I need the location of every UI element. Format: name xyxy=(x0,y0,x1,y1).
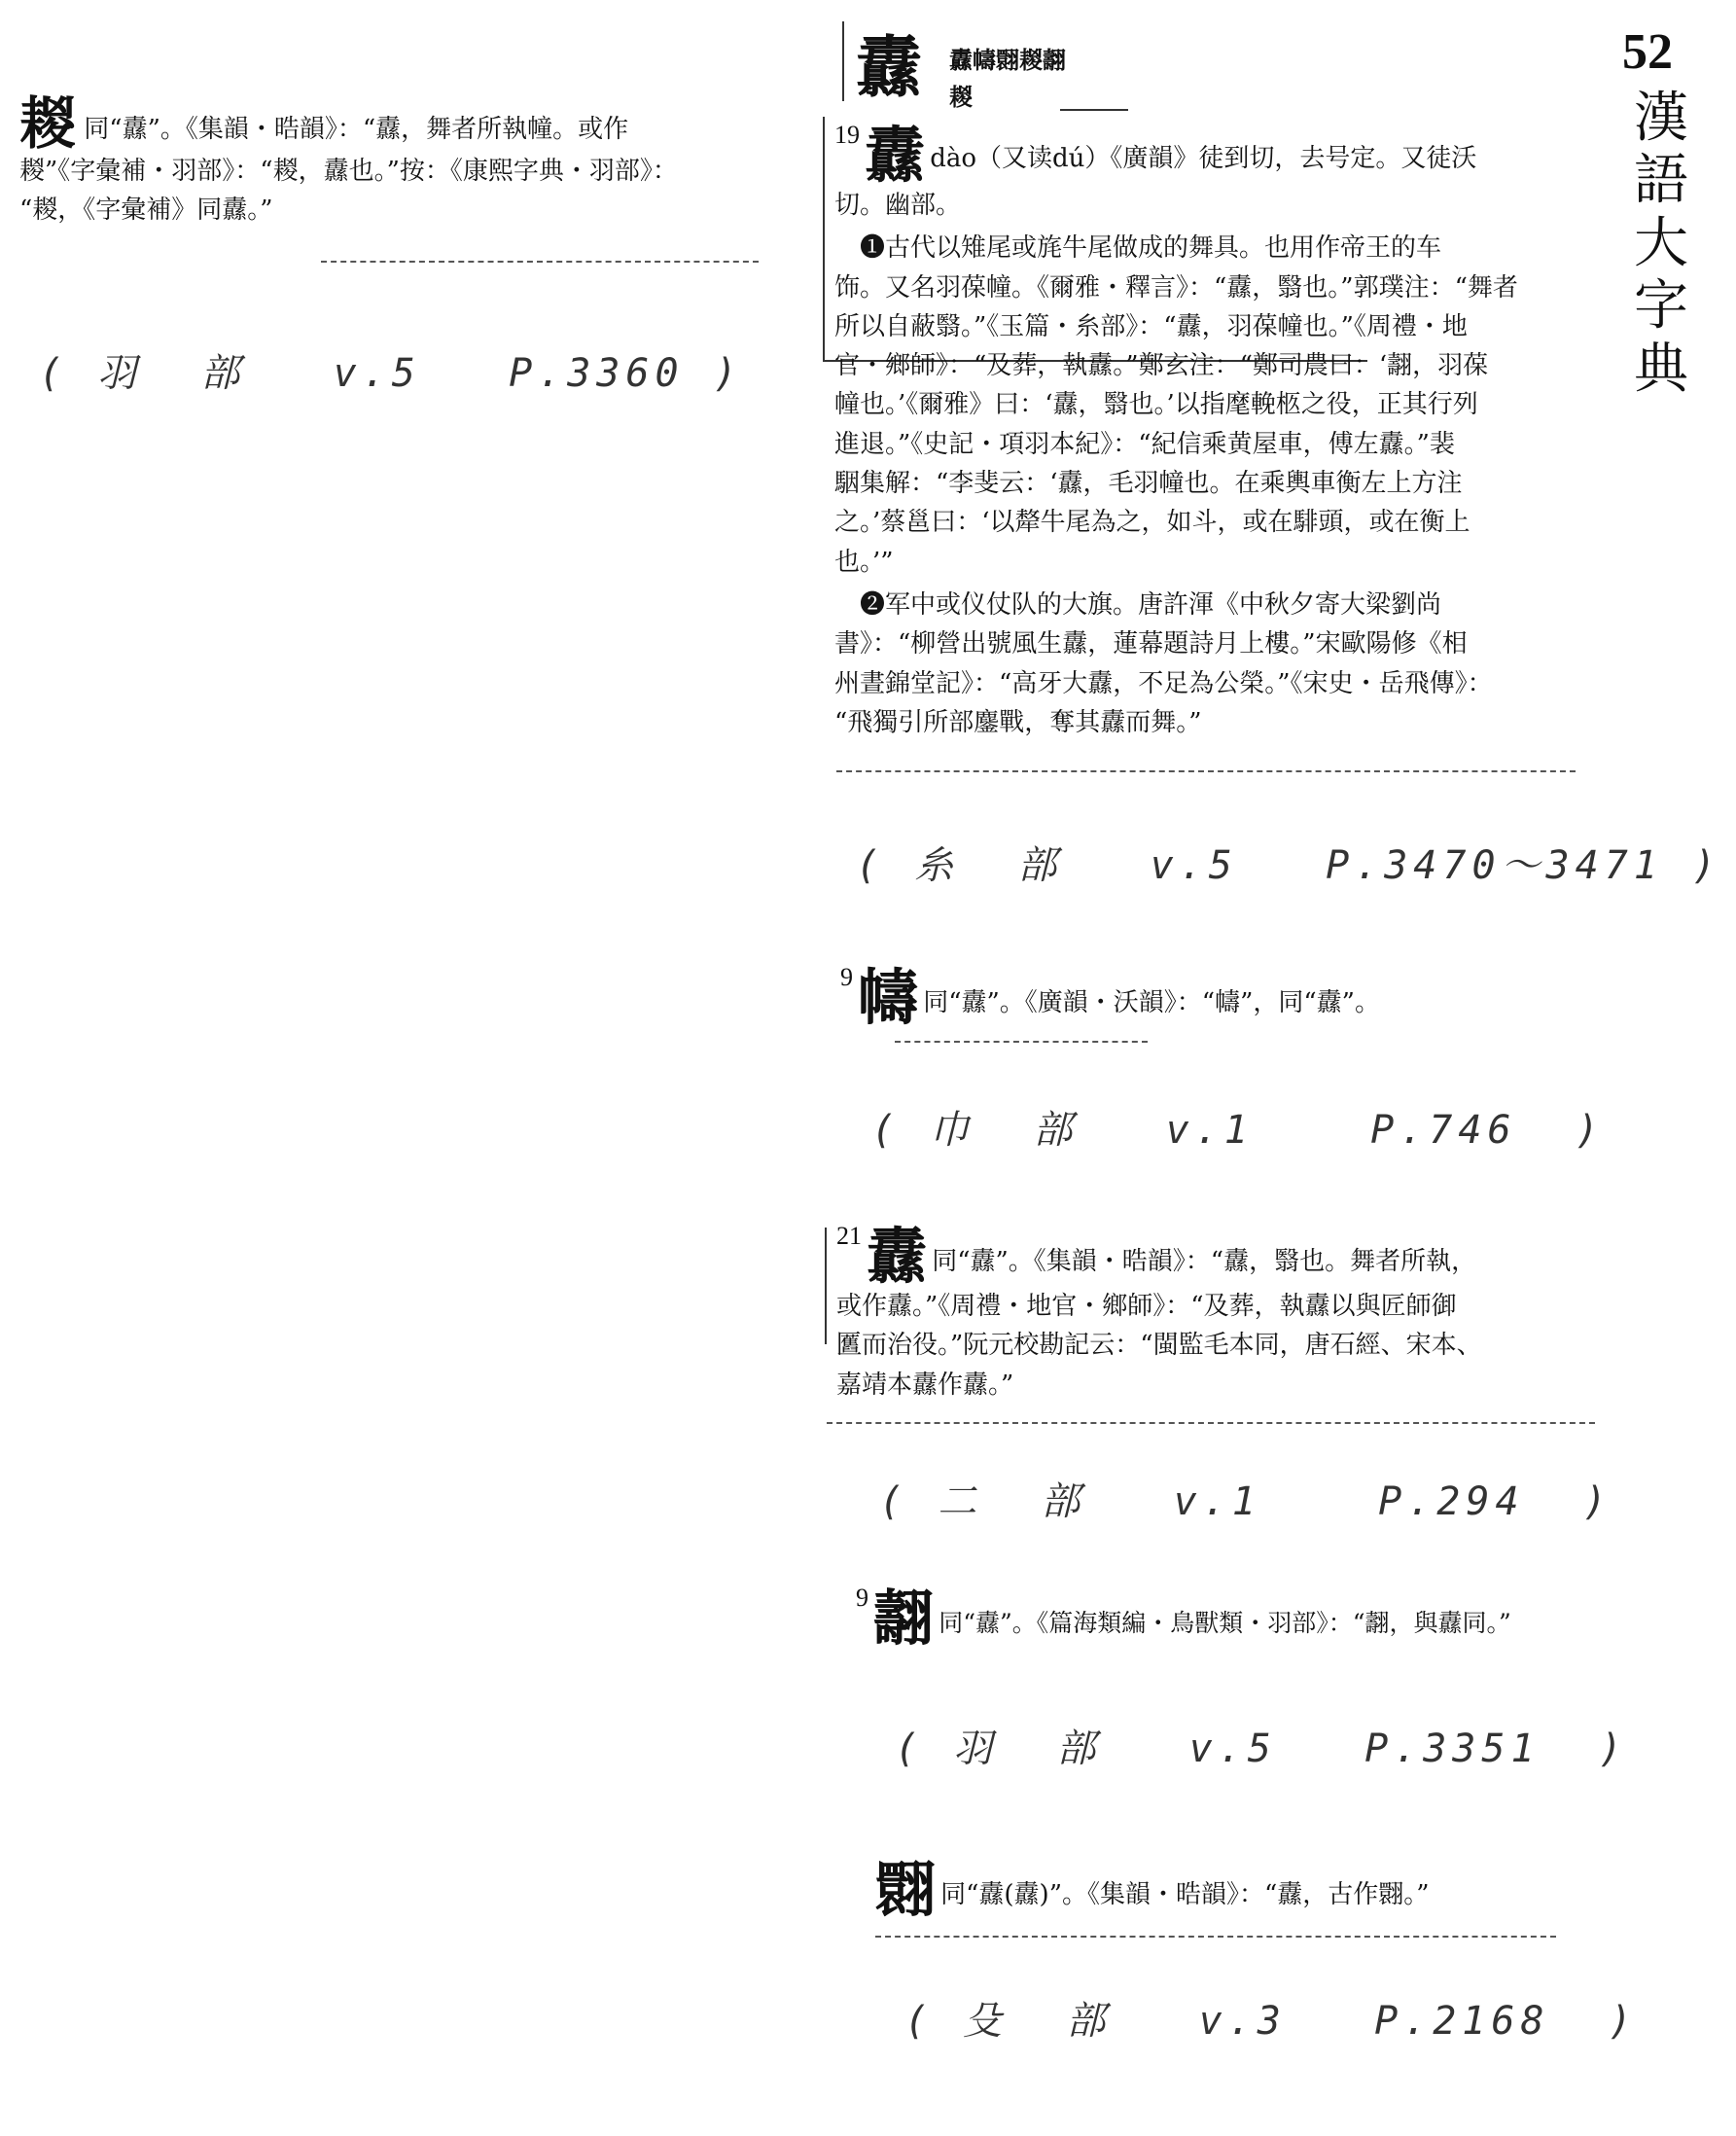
sense-1-line: 幢也。’《爾雅》曰：‘纛，翳也。’以指麾輓柩之役，正其行列 xyxy=(834,390,1478,420)
entry-3-stroke-count: 21 xyxy=(836,1222,862,1250)
main-entry xyxy=(834,121,1583,742)
entry-2-divider xyxy=(895,1041,1148,1043)
entry-5-handwritten-note: ( 殳 部 v.3 P.2168 ) xyxy=(904,1999,1638,2044)
left-divider xyxy=(321,261,759,263)
sense-2-line: 州晝錦堂記》：“高牙大纛，不足為公榮。”《宋史・岳飛傳》： xyxy=(834,668,1493,698)
entry-5-text: 同“纛(纛)”。《集韻・晧韻》：“纛，古作翾。” xyxy=(940,1880,1430,1909)
sense-2-line: “飛獨引所部鏖戰，奪其纛而舞。” xyxy=(834,707,1202,737)
left-entry-line2: 䎫”《字彙補・羽部》：“䎫，纛也。”按：《康熙字典・羽部》： xyxy=(19,157,678,186)
left-handwritten-note: ( 羽 部 v.5 P.3360 ) xyxy=(39,351,743,396)
entry-3-divider xyxy=(827,1422,1595,1424)
entry-5-headword: 翾 xyxy=(875,1854,937,1925)
main-stroke-count: 19 xyxy=(834,121,860,149)
entry-4-headword: 翿 xyxy=(873,1583,935,1654)
sense-1-line: 之。’蔡邕曰：‘以犛牛尾為之，如斗，或在騑頭，或在衡上 xyxy=(834,508,1470,538)
left-headword: 䎫 xyxy=(19,90,77,157)
sense-1-line: 官・鄉師》：“及葬，執纛。”鄭玄注：“鄭司農曰：‘翿，羽葆 xyxy=(834,351,1489,381)
entry-3 xyxy=(836,1222,1605,1405)
header-variants-line2: 䎫 xyxy=(949,83,973,111)
main-entry-divider xyxy=(836,770,1576,772)
header-big-char: 纛 xyxy=(856,29,923,107)
entry-4-text: 同“纛”。《篇海類編・鳥獸類・羽部》：“翿，與纛同。” xyxy=(939,1609,1511,1637)
entry-3-line: 或作纛。”《周禮・地官・鄉師》：“及葬，執纛以與匠師御 xyxy=(836,1292,1457,1321)
entry-3-line: 同“纛”。《集韻・晧韻》：“纛，翳也。舞者所執， xyxy=(932,1247,1477,1276)
sense-1-line: 駰集解：“李斐云：‘纛，毛羽幢也。在乘輿車衡左上方注 xyxy=(834,469,1463,499)
dictionary-title: 漢語大字典 xyxy=(1634,87,1688,401)
sense-1-line: 饰。又名羽葆幢。《爾雅・釋言》：“纛，翳也。”郭璞注：“舞者 xyxy=(834,272,1518,303)
header-variants-line1: 纛幬翾䎫翿 xyxy=(949,46,1066,74)
entry-3-line: 匶而治役。”阮元校勘記云：“閩監毛本同，唐石經、宋本、 xyxy=(836,1331,1482,1361)
sense-1-line: ❶古代以雉尾或旄牛尾做成的舞具。也用作帝王的车 xyxy=(860,233,1442,264)
entry-3-line: 嘉靖本纛作纛。” xyxy=(836,1370,1014,1400)
sense-2-line: ❷军中或仪仗队的大旗。唐許渾《中秋夕寄大梁劉尚 xyxy=(860,589,1442,620)
entry-2 xyxy=(840,962,1618,1033)
left-entry-line3: “䎫，《字彙補》同纛。” xyxy=(19,196,273,226)
page-number: 52 xyxy=(1622,24,1673,80)
entry-2-text: 同“纛”。《廣韻・沃韻》：“幬”，同“纛”。 xyxy=(923,988,1380,1017)
main-entry-left-rule xyxy=(823,117,825,360)
entry-5-divider xyxy=(875,1936,1556,1938)
entry-2-handwritten-note: ( 巾 部 v.1 P.746 ) xyxy=(871,1108,1605,1153)
sense-2-line: 書》：“柳營出號風生纛，蓮幕題詩月上樓。”宋歐陽修《相 xyxy=(834,629,1468,659)
header-box-left-rule xyxy=(842,21,844,101)
main-pronunciation-2: 切。幽部。 xyxy=(834,191,962,220)
main-pronunciation: dào（又读dú）《廣韻》徒到切，去号定。又徒沃 xyxy=(930,144,1477,173)
sense-1-line: 也。’” xyxy=(834,547,894,577)
entry-2-stroke-count: 9 xyxy=(840,963,853,991)
entry-3-headword: 纛 xyxy=(867,1221,928,1292)
main-headword: 纛 xyxy=(865,120,926,191)
left-entry-line1: 同“纛”。《集韻・晧韻》：“纛，舞者所執幢。或作 xyxy=(84,115,629,144)
entry-3-left-rule xyxy=(825,1228,827,1344)
header-box-rule xyxy=(1060,109,1128,111)
sense-1 xyxy=(834,229,1583,582)
sense-2 xyxy=(834,586,1583,742)
main-handwritten-note: ( 糸 部 v.5 P.3470～3471 ) xyxy=(856,843,1722,888)
entry-4 xyxy=(856,1583,1634,1654)
entry-3-handwritten-note: ( 二 部 v.1 P.294 ) xyxy=(879,1479,1612,1524)
entry-4-handwritten-note: ( 羽 部 v.5 P.3351 ) xyxy=(895,1727,1628,1771)
left-entry xyxy=(19,90,759,231)
sense-1-line: 進退。”《史記・項羽本紀》：“紀信乘黄屋車，傅左纛。”裴 xyxy=(834,429,1455,459)
entry-5 xyxy=(875,1854,1634,1925)
sense-1-line: 所以自蔽翳。”《玉篇・糸部》：“纛，羽葆幢也。”《周禮・地 xyxy=(834,311,1468,341)
entry-2-headword: 幬 xyxy=(858,962,919,1033)
entry-4-stroke-count: 9 xyxy=(856,1584,868,1612)
